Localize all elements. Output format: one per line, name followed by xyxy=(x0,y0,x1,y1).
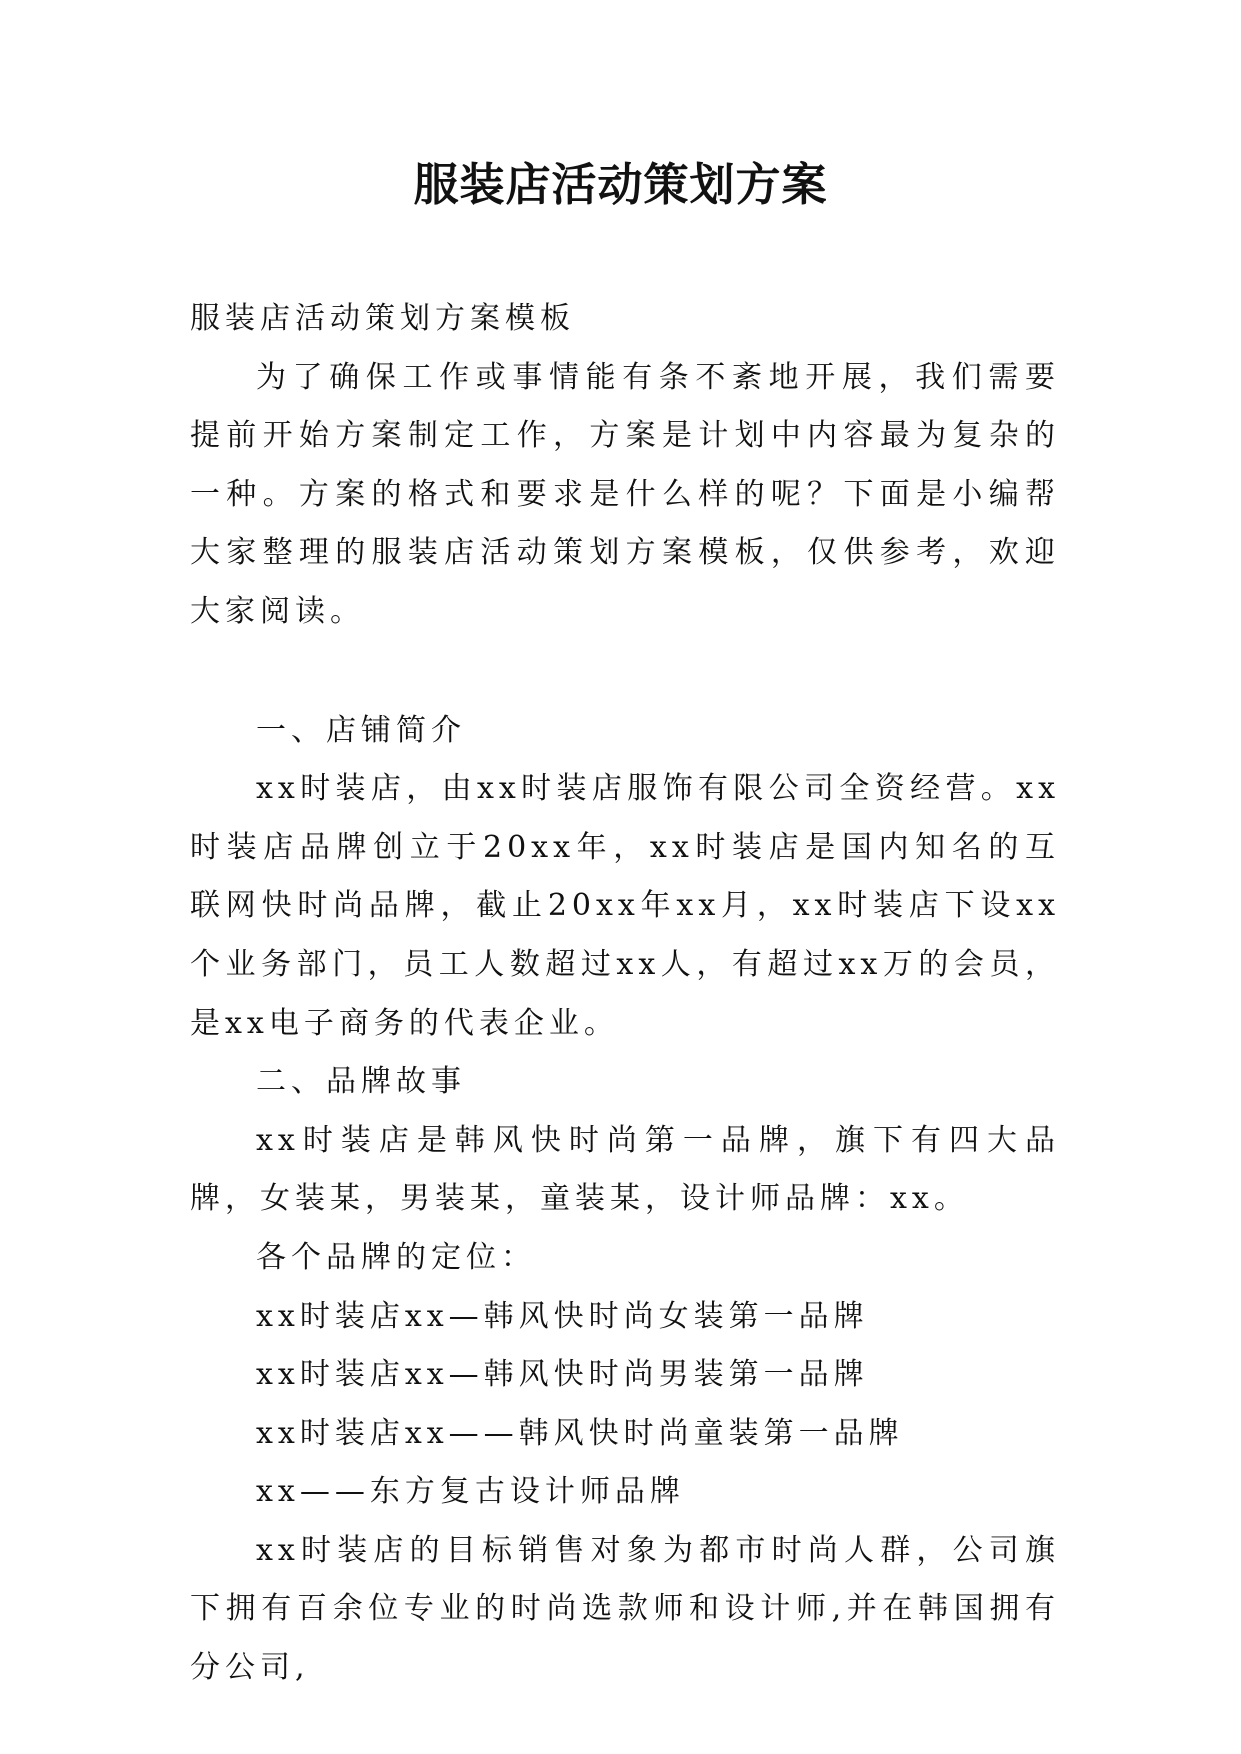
positioning-item: xx时装店xx——韩风快时尚童装第一品牌 xyxy=(256,1415,904,1451)
document-title: 服装店活动策划方案 xyxy=(413,158,828,211)
section1-paragraph: xx时装店，由xx时装店服饰有限公司全资经营。xx时装店品牌创立于20xx年，xx时装店是国内知名的互联网快时尚品牌，截止20xx年xx月，xx时装店下设xx个业务部门，员工人数超过xx人，有超过xx万的会员，是xx电子商务的代表企业。 xyxy=(190,771,1060,1041)
document-body xyxy=(190,290,1060,1698)
section1-heading: 一、店铺简介 xyxy=(256,712,466,748)
closing-paragraph: xx时装店的目标销售对象为都市时尚人群，公司旗下拥有百余位专业的时尚选款师和设计师,并在韩国拥有分公司, xyxy=(190,1532,1060,1686)
positioning-item: xx——东方复古设计师品牌 xyxy=(256,1474,685,1510)
section2-paragraph: xx时装店是韩风快时尚第一品牌，旗下有四大品牌，女装某，男装某，童装某，设计师品牌：xx。 xyxy=(190,1122,1060,1217)
intro-paragraph: 为了确保工作或事情能有条不紊地开展，我们需要提前开始方案制定工作，方案是计划中内容最为复杂的一种。方案的格式和要求是什么样的呢？下面是小编帮大家整理的服装店活动策划方案模板，仅供参考，欢迎大家阅读。 xyxy=(190,359,1060,629)
positioning-heading: 各个品牌的定位： xyxy=(256,1239,536,1275)
document-subtitle: 服装店活动策划方案模板 xyxy=(190,301,575,336)
positioning-item: xx时装店xx—韩风快时尚女装第一品牌 xyxy=(256,1298,869,1334)
positioning-item: xx时装店xx—韩风快时尚男装第一品牌 xyxy=(256,1357,869,1393)
section2-heading: 二、品牌故事 xyxy=(256,1064,466,1100)
